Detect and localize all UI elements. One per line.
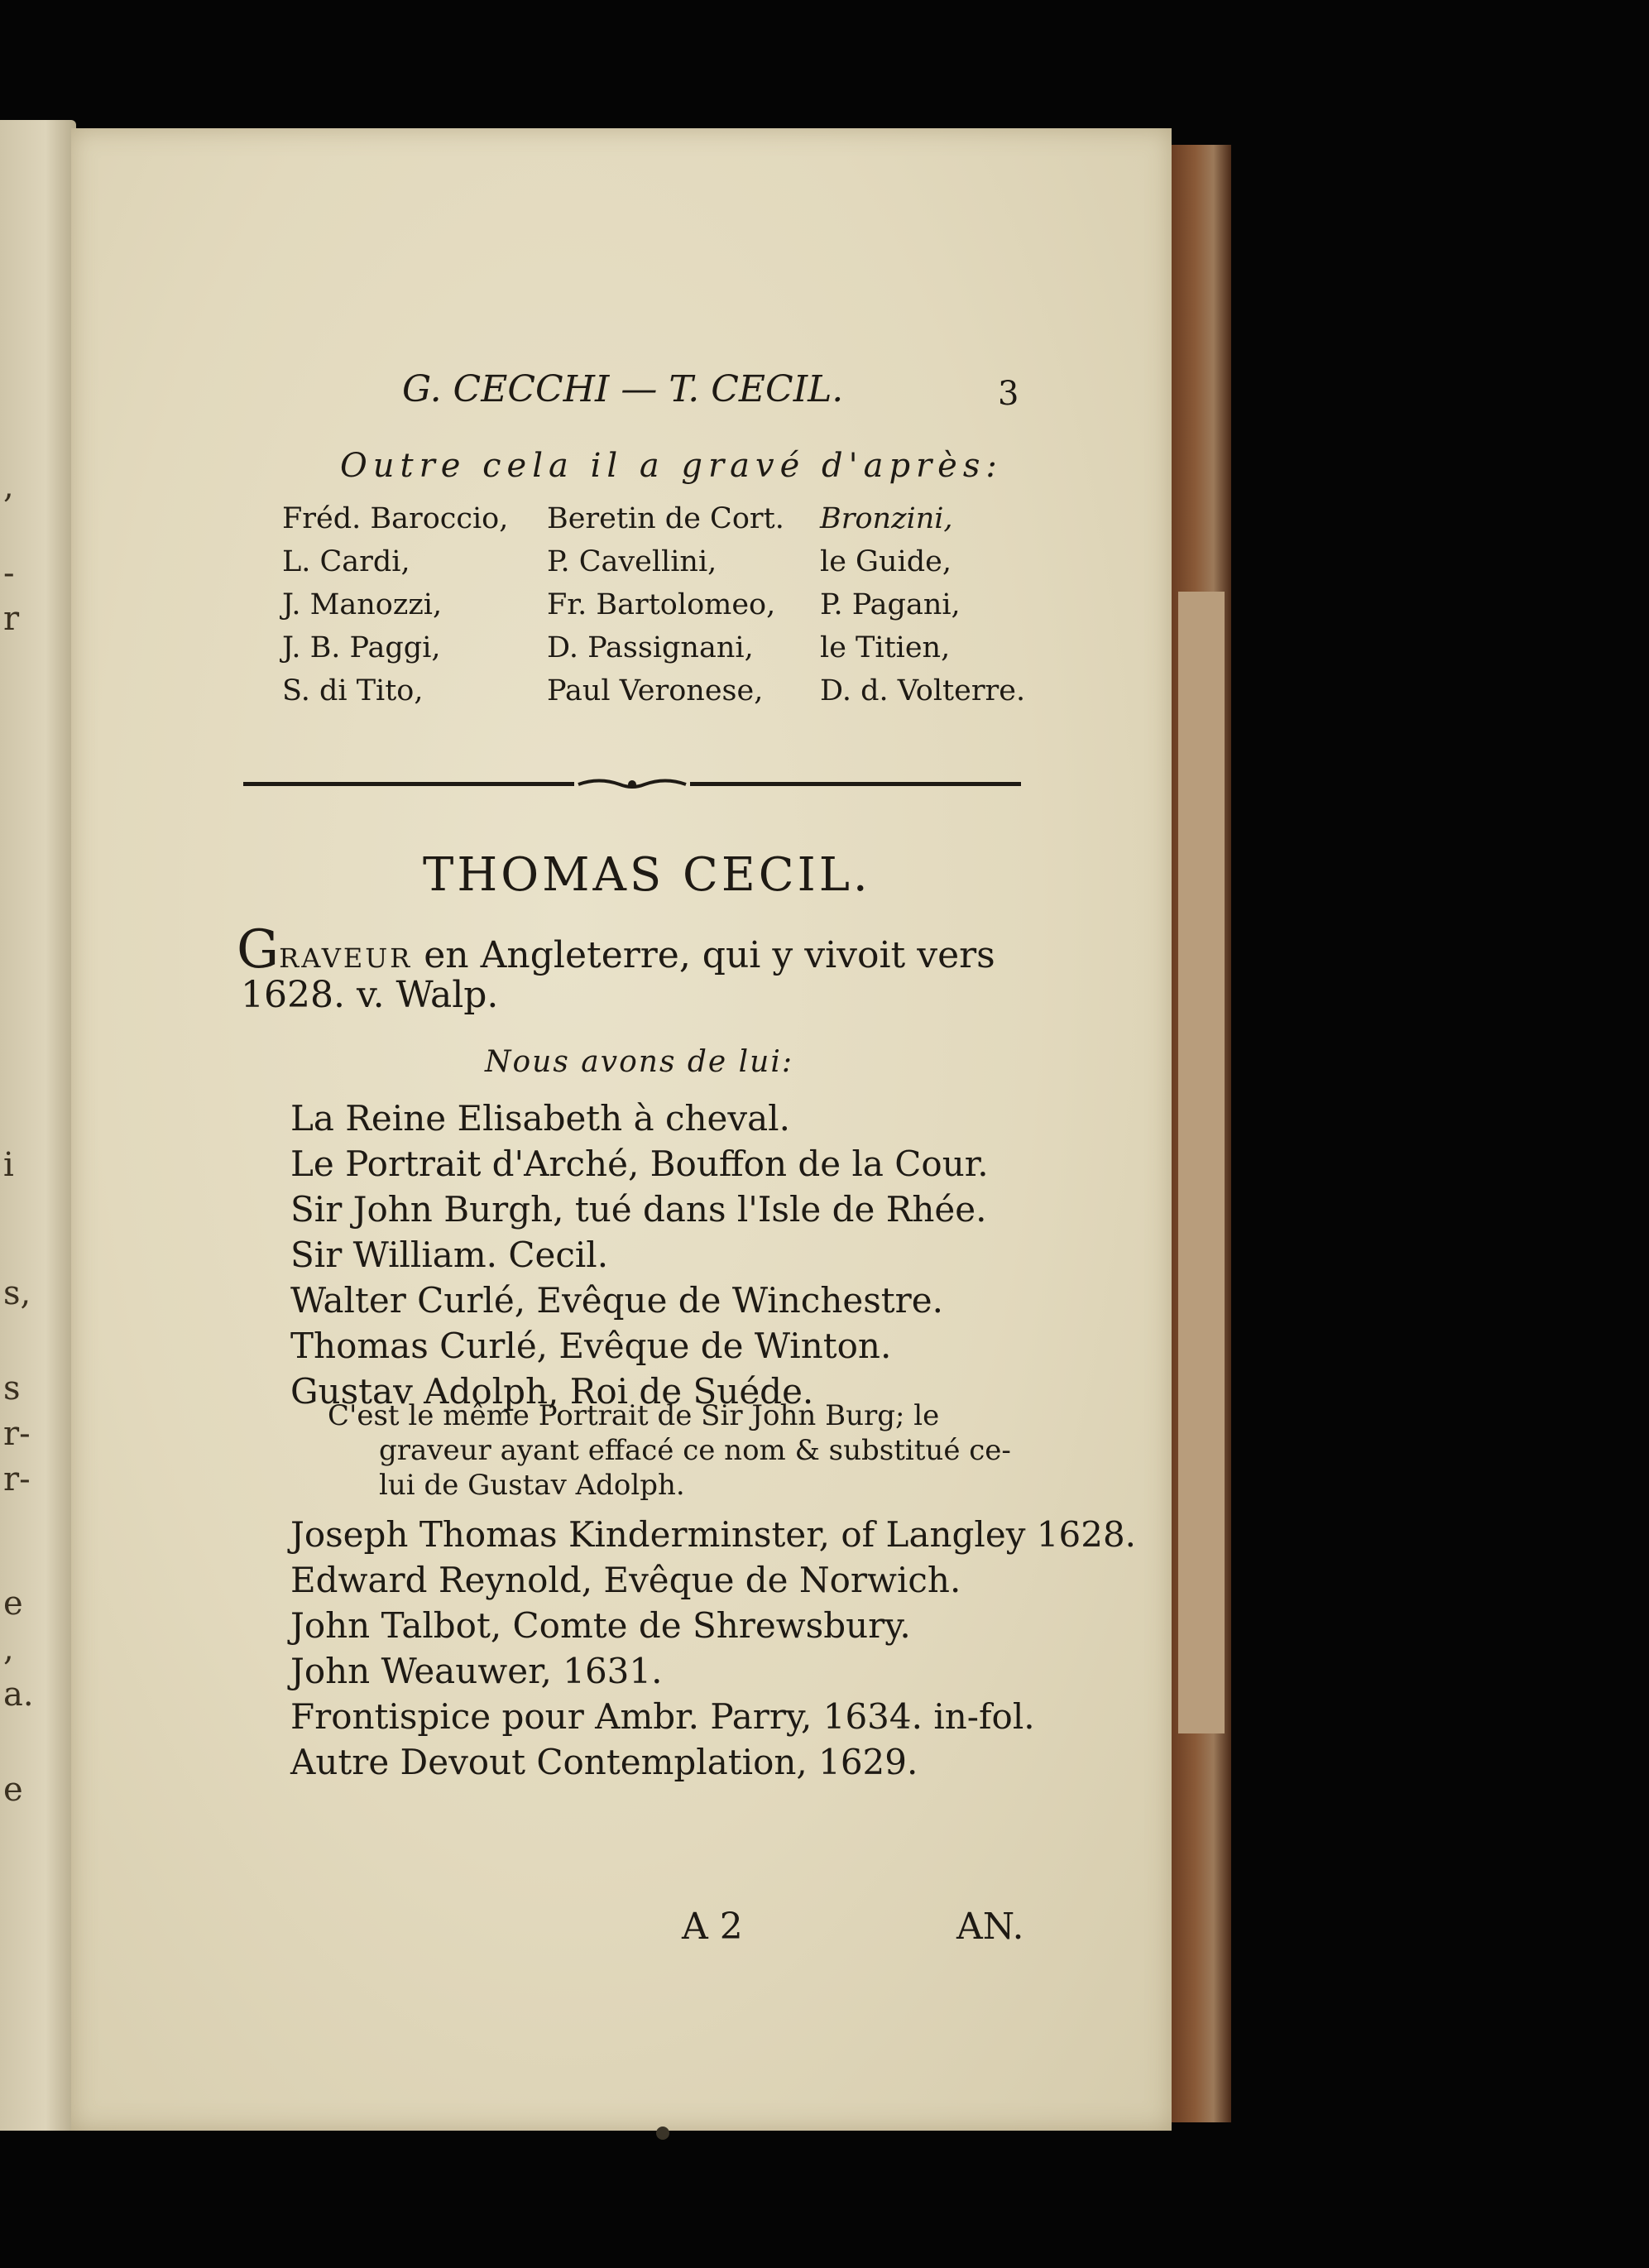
work-item: Walter Curlé, Evêque de Winchestre. [290, 1280, 943, 1321]
artist-name: Paul Veronese, [547, 674, 764, 707]
running-head: G. CECCHI — T. CECIL. [402, 368, 844, 410]
left-fragment: a. [3, 1676, 34, 1714]
catchword: AN. [956, 1906, 1024, 1948]
book-page [71, 128, 1172, 2131]
bio-line-2: 1628. v. Walp. [241, 974, 499, 1016]
artist-name: J. Manozzi, [282, 588, 443, 621]
edge-paper-band [1178, 592, 1225, 1733]
work-item: Le Portrait d'Arché, Bouffon de la Cour. [290, 1144, 989, 1184]
prior-entry-subhead: Outre cela il a gravé d'après: [340, 447, 1003, 485]
artist-name: S. di Tito, [282, 674, 424, 707]
work-item: Edward Reynold, Evêque de Norwich. [290, 1560, 961, 1600]
left-fragment: , [3, 468, 14, 506]
note-line: graveur ayant effacé ce nom & substitué ce- [379, 1434, 1011, 1467]
left-fragment: i [3, 1146, 14, 1184]
note-line: lui de Gustav Adolph. [379, 1469, 685, 1502]
artist-name: Bronzini, [820, 502, 953, 535]
artist-name: Fr. Bartolomeo, [547, 588, 776, 621]
left-fragment: - [3, 554, 15, 592]
ink-dot [656, 2127, 669, 2140]
book-fore-edge [1172, 145, 1231, 2122]
artist-name: le Guide, [820, 545, 952, 578]
artist-name: J. B. Paggi, [282, 631, 441, 664]
page-number: 3 [998, 375, 1019, 413]
work-item: Sir William. Cecil. [290, 1235, 609, 1275]
footnote [328, 1398, 1011, 1503]
left-page-edge [0, 120, 76, 2131]
entry-title: THOMAS CECIL. [423, 848, 871, 902]
artist-row [282, 674, 1027, 717]
work-item: Autre Devout Contemplation, 1629. [290, 1742, 918, 1782]
artist-row [282, 588, 1027, 631]
left-fragment: r- [3, 1415, 31, 1453]
work-item: La Reine Elisabeth à cheval. [290, 1098, 790, 1139]
artist-row [282, 502, 1027, 545]
left-fragment: s [3, 1369, 21, 1407]
left-fragment: s, [3, 1274, 31, 1312]
bio-line-1-text: en Angleterre, qui y vivoit vers [412, 934, 995, 976]
artist-name: le Titien, [820, 631, 951, 664]
ornamental-rule [243, 779, 1021, 790]
work-item: John Weauwer, 1631. [290, 1651, 663, 1691]
artist-name: Fréd. Baroccio, [282, 502, 509, 535]
work-item: Gustav Adolph, Roi de Suéde. [290, 1371, 814, 1412]
bio-dropcap: G [237, 919, 280, 981]
work-item: Sir John Burgh, tué dans l'Isle de Rhée. [290, 1189, 987, 1230]
bio-smallcaps: RAVEUR [279, 942, 413, 974]
artist-name: P. Pagani, [820, 588, 961, 621]
left-fragment: e [3, 1585, 23, 1623]
works-heading: Nous avons de lui: [485, 1045, 793, 1079]
artist-grid [282, 502, 1027, 717]
artist-name: D. Passignani, [547, 631, 754, 664]
left-fragment: r- [3, 1460, 31, 1498]
note-line: C'est le même Portrait de Sir John Burg; le [328, 1399, 940, 1432]
work-item: John Talbot, Comte de Shrewsbury. [290, 1605, 911, 1646]
artist-name: D. d. Volterre. [820, 674, 1026, 707]
work-item: Joseph Thomas Kinderminster, of Langley 1628. [290, 1514, 1137, 1555]
left-fragment: r [3, 600, 20, 638]
signature-mark: A 2 [682, 1906, 743, 1948]
artist-name: P. Cavellini, [547, 545, 717, 578]
artist-row [282, 545, 1027, 588]
left-fragment: , [3, 1630, 14, 1668]
artist-name: L. Cardi, [282, 545, 410, 578]
left-fragment: e [3, 1771, 23, 1809]
works-list-a [290, 1098, 989, 1417]
bio-line-1 [237, 919, 995, 981]
artist-name: Beretin de Cort. [547, 502, 784, 535]
work-item: Frontispice pour Ambr. Parry, 1634. in-fol. [290, 1696, 1035, 1737]
work-item: Thomas Curlé, Evêque de Winton. [290, 1326, 892, 1366]
works-list-b [290, 1514, 1136, 1787]
artist-row [282, 631, 1027, 674]
